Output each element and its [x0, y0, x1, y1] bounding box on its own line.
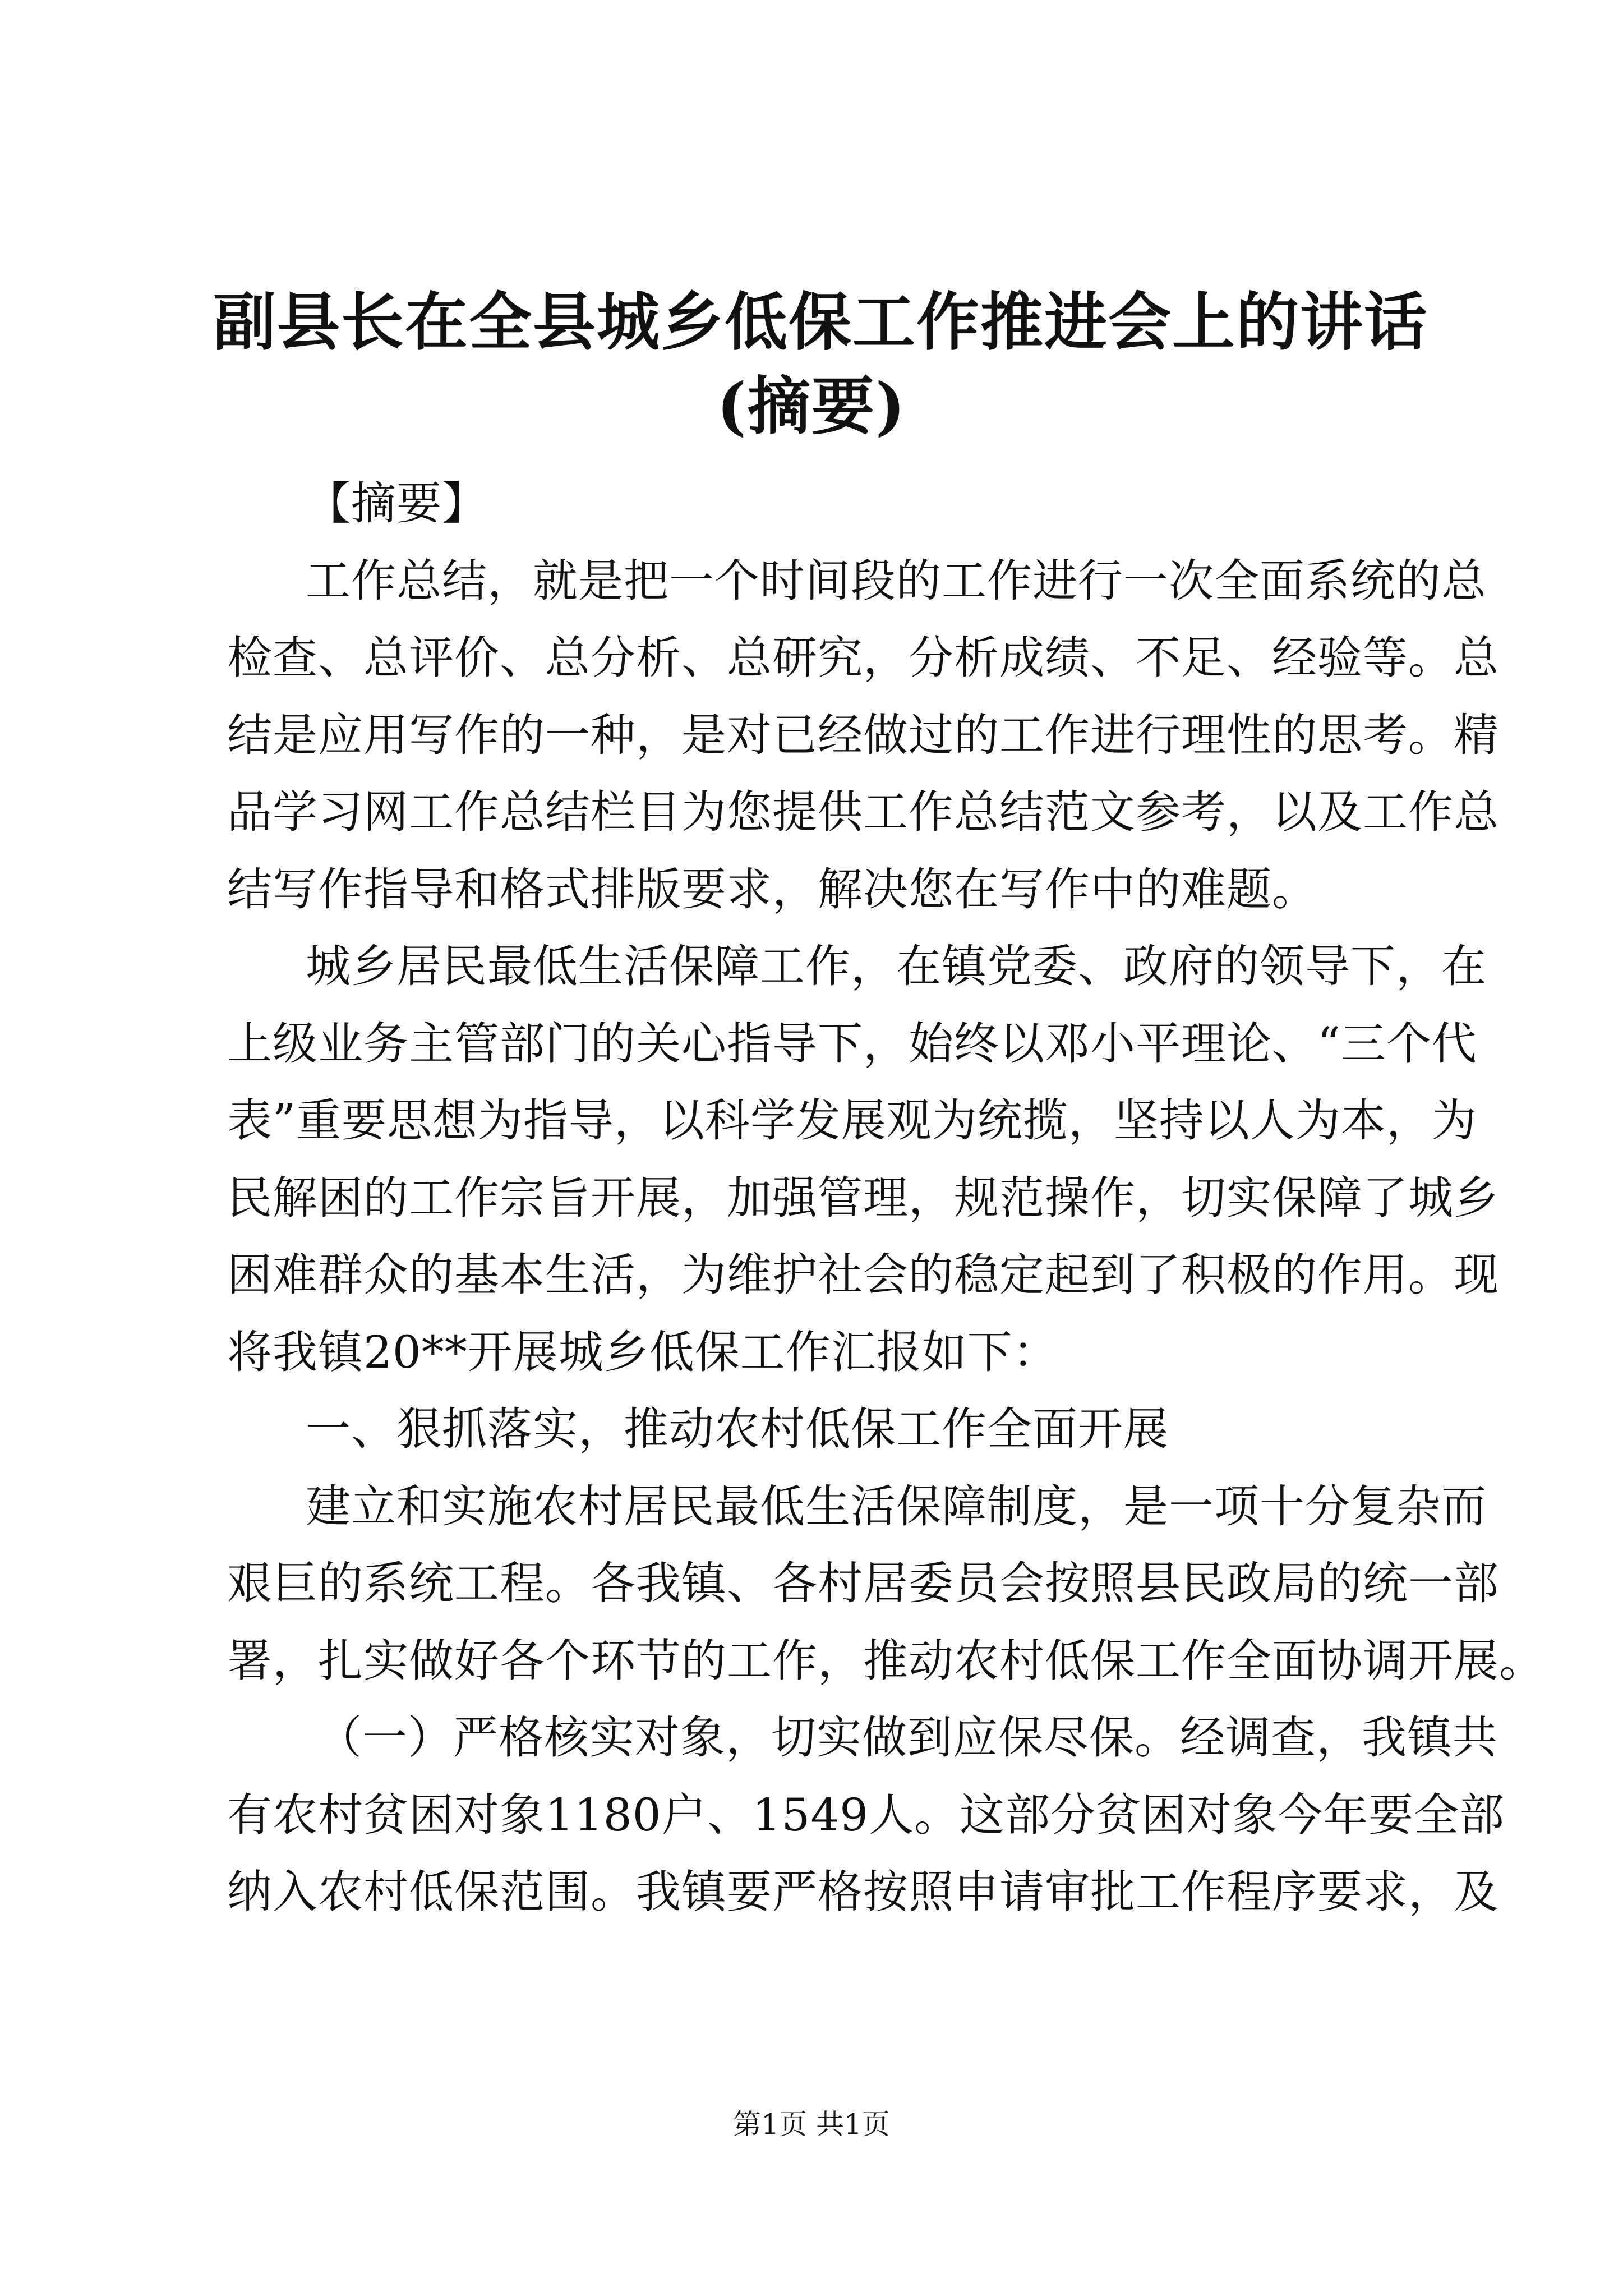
paragraph-line: 困难群众的基本生活，为维护社会的稳定起到了积极的作用。现 [227, 1249, 1499, 1301]
paragraph-line: 品学习网工作总结栏目为您提供工作总结范文参考，以及工作总 [227, 786, 1499, 838]
paragraph-line: 结是应用写作的一种，是对已经做过的工作进行理性的思考。精 [227, 708, 1499, 761]
paragraph-line: 艰巨的系统工程。各我镇、各村居委员会按照县民政局的统一部 [227, 1557, 1499, 1609]
paragraph-line: 结写作指导和格式排版要求，解决您在写作中的难题。 [227, 863, 1317, 915]
paragraph-line: 上级业务主管部门的关心指导下，始终以邓小平理论、“三个代 [227, 1017, 1477, 1070]
section-heading: 一、狠抓落实，推动农村低保工作全面开展 [306, 1403, 1169, 1455]
document-body [227, 465, 1544, 1931]
paragraph-line: 城乡居民最低生活保障工作，在镇党委、政府的领导下，在 [306, 940, 1487, 992]
title-line-2: (摘要) [717, 370, 906, 443]
paragraph-line: 表”重要思想为指导，以科学发展观为统揽，坚持以人为本，为 [227, 1094, 1477, 1147]
paragraph-line: 署，扎实做好各个环节的工作，推动农村低保工作全面协调开展。 [227, 1634, 1544, 1687]
paragraph-line: 检查、总评价、总分析、总研究，分析成绩、不足、经验等。总 [227, 632, 1499, 684]
abstract-heading: 【摘要】 [306, 477, 487, 530]
paragraph-line: 纳入农村低保范围。我镇要严格按照申请审批工作程序要求，及 [227, 1866, 1499, 1918]
paragraph-line: 民解困的工作宗旨开展，加强管理，规范操作，切实保障了城乡 [227, 1171, 1499, 1224]
document-title [213, 280, 1428, 449]
title-line-1: 副县长在全县城乡低保工作推进会上的讲话 [213, 286, 1428, 359]
subsection-line: （一）严格核实对象，切实做到应保尽保。经调查，我镇共 [317, 1711, 1498, 1764]
paragraph-line: 将我镇20**开展城乡低保工作汇报如下： [227, 1326, 1058, 1378]
paragraph-line: 工作总结，就是把一个时间段的工作进行一次全面系统的总 [306, 554, 1487, 607]
paragraph-line: 建立和实施农村居民最低生活保障制度，是一项十分复杂而 [306, 1480, 1487, 1533]
page-footer: 第1页 共1页 [733, 2108, 890, 2141]
paragraph-line: 有农村贫困对象1180户、1549人。这部分贫困对象今年要全部 [227, 1788, 1505, 1841]
